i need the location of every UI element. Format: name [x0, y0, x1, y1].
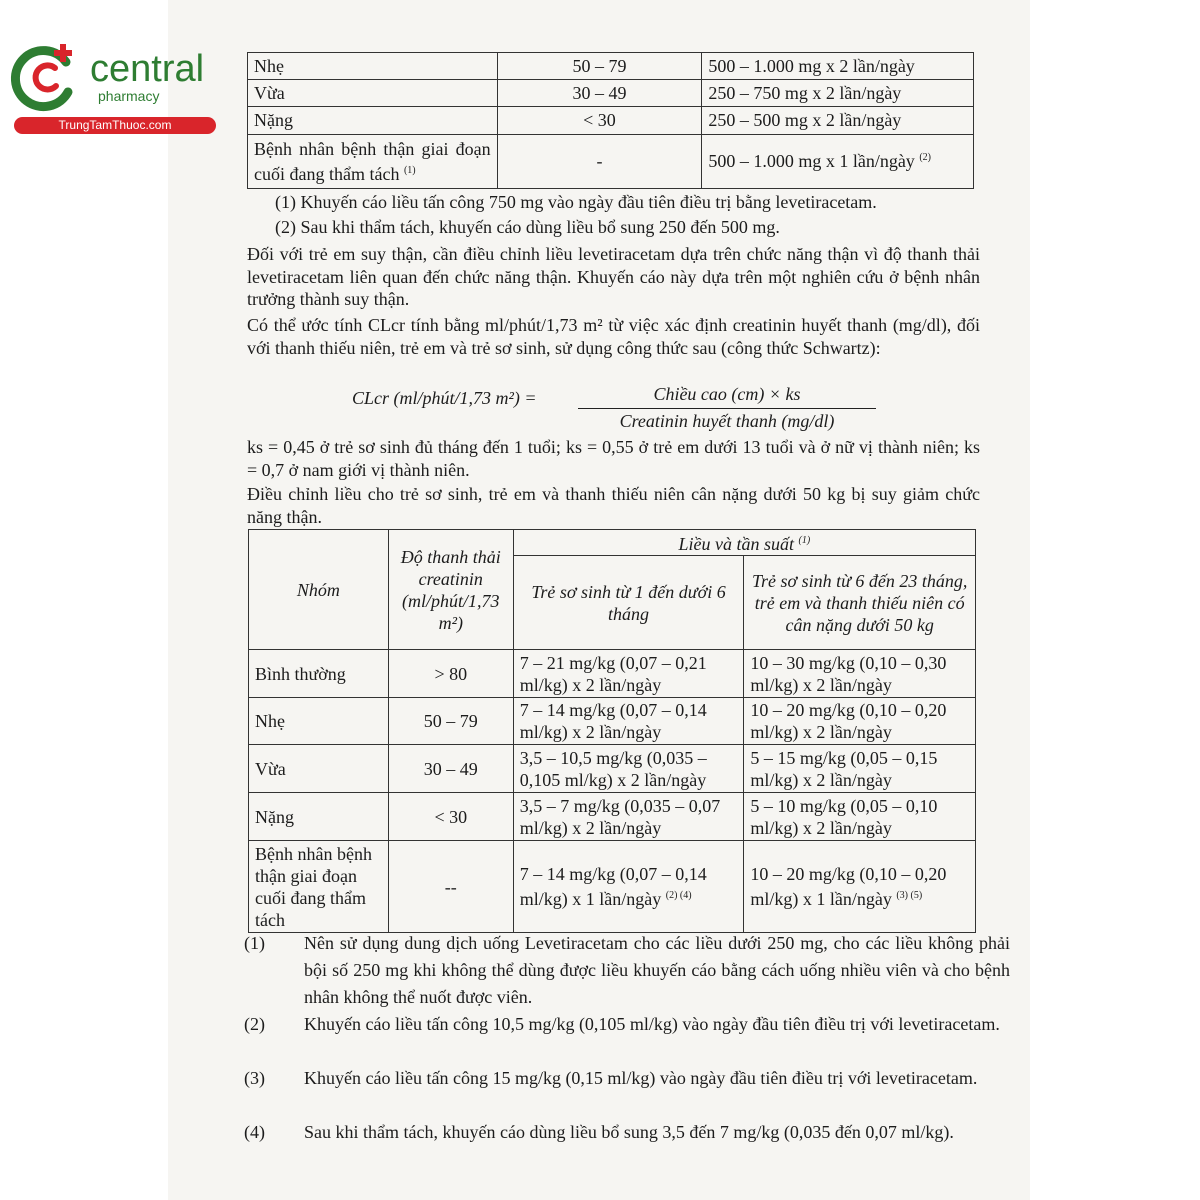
table-cell: 7 – 14 mg/kg (0,07 – 0,14 ml/kg) x 2 lần/ngày	[513, 698, 744, 745]
footnote-ref: (1)	[403, 165, 416, 176]
table-row	[249, 745, 976, 793]
header-group: Nhóm	[249, 530, 389, 650]
footnote: (1) Khuyến cáo liều tấn công 750 mg vào ngày đầu tiên điều trị bằng levetiracetam.	[275, 192, 877, 212]
logo-name: central	[90, 48, 205, 90]
table-cell: 50 – 79	[388, 698, 513, 745]
footnote-text: Nên sử dụng dung dịch uống Levetiracetam cho các liều dưới 250 mg, cho các liều không phải bội số 250 mg khi không thể dùng được liều khuyến cáo bằng cách uống nhiều viên và cho bệnh nhân không thể nuốt được viên.	[304, 933, 1010, 1007]
footnote-text: Khuyến cáo liều tấn công 10,5 mg/kg (0,105 ml/kg) vào ngày đầu tiên điều trị với levetiracetam.	[304, 1014, 1000, 1034]
paragraph: Đối với trẻ em suy thận, cần điều chỉnh liều levetiracetam dựa trên chức năng thận vì độ thanh thải levetiracetam liên quan đến chức năng thận. Khuyến cáo này dựa trên một nghiên cứu ở bệnh nhân trưởng thành suy thận.	[247, 244, 980, 309]
table-cell: 50 – 79	[497, 53, 702, 80]
table-row	[248, 107, 974, 135]
table-cell: < 30	[388, 793, 513, 841]
table-cell: Vừa	[249, 745, 389, 793]
table-row	[249, 698, 976, 745]
header-child: Trẻ sơ sinh từ 6 đến 23 tháng, trẻ em và thanh thiếu niên có cân nặng dưới 50 kg	[744, 556, 976, 650]
formula-lhs: CLcr (ml/phút/1,73 m²) =	[352, 388, 537, 408]
table-cell: 3,5 – 7 mg/kg (0,035 – 0,07 ml/kg) x 2 lần/ngày	[513, 793, 744, 841]
table-cell: Bình thường	[249, 650, 389, 698]
table-row	[248, 135, 974, 189]
footnote-number: (1)	[244, 933, 265, 953]
formula-fraction	[578, 384, 876, 435]
table-cell: 10 – 30 mg/kg (0,10 – 0,30 ml/kg) x 2 lần/ngày	[744, 650, 976, 698]
cell-text: Bệnh nhân bệnh thận giai đoạn cuối đang thẩm tách	[254, 139, 491, 184]
table-cell: Bệnh nhân bệnh thận giai đoạn cuối đang thẩm tách	[249, 841, 389, 933]
table-cell: Nhẹ	[248, 53, 498, 80]
footnote-number: (3)	[244, 1068, 265, 1088]
table-cell	[702, 135, 974, 189]
table-cell: 30 – 49	[388, 745, 513, 793]
formula-denominator: Creatinin huyết thanh (mg/dl)	[619, 411, 835, 431]
footnote	[244, 1065, 1010, 1092]
table-cell	[248, 135, 498, 189]
table-cell: 250 – 500 mg x 2 lần/ngày	[702, 107, 974, 135]
footnote-text: Khuyến cáo liều tấn công 15 mg/kg (0,15 ml/kg) vào ngày đầu tiên điều trị với levetiracetam.	[304, 1068, 978, 1088]
paragraph: ks = 0,45 ở trẻ sơ sinh đủ tháng đến 1 tuổi; ks = 0,55 ở trẻ em dưới 13 tuổi và ở nữ vị thành niên; ks = 0,7 ở nam giới vị thành niên.	[247, 437, 980, 480]
pediatric-dose-table	[248, 529, 976, 933]
cell-text: 7 – 14 mg/kg (0,07 – 0,14 ml/kg) x 1 lần/ngày	[519, 864, 707, 909]
table-row	[248, 53, 974, 80]
adult-dose-table	[247, 52, 974, 189]
footnote-number: (2)	[244, 1014, 265, 1034]
table-cell	[744, 841, 976, 933]
footnote-text: Sau khi thẩm tách, khuyến cáo dùng liều bổ sung 3,5 đến 7 mg/kg (0,035 đến 0,07 ml/kg).	[304, 1122, 954, 1142]
table-cell: Nhẹ	[249, 698, 389, 745]
footnote-ref: (2) (4)	[665, 890, 692, 901]
logo-website: TrungTamThuoc.com	[14, 117, 216, 134]
header-infant: Trẻ sơ sinh từ 1 đến dưới 6 tháng	[513, 556, 744, 650]
table-row	[249, 650, 976, 698]
footnote-ref: (1)	[798, 535, 811, 546]
table-cell: 500 – 1.000 mg x 2 lần/ngày	[702, 53, 974, 80]
header-dose-text: Liều và tần suất	[678, 534, 795, 554]
paragraph: Điều chỉnh liều cho trẻ sơ sinh, trẻ em và thanh thiếu niên cân nặng dưới 50 kg bị suy giảm chức năng thận.	[247, 484, 980, 527]
table-cell: Nặng	[248, 107, 498, 135]
footnote	[244, 1119, 1010, 1146]
table-cell: 10 – 20 mg/kg (0,10 – 0,20 ml/kg) x 2 lần/ngày	[744, 698, 976, 745]
footnote-number: (4)	[244, 1122, 265, 1142]
table-cell: < 30	[497, 107, 702, 135]
table-header-row	[249, 530, 976, 556]
table-cell: --	[388, 841, 513, 933]
logo-subtitle: pharmacy	[98, 88, 160, 104]
table-row	[249, 841, 976, 933]
central-pharmacy-logo	[8, 38, 218, 138]
header-dose	[513, 530, 975, 556]
paragraph: Có thể ước tính CLcr tính bằng ml/phút/1,73 m² từ việc xác định creatinin huyết thanh (mg/dl), đối với thanh thiếu niên, trẻ em và trẻ sơ sinh, sử dụng công thức sau (công thức Schwartz):	[247, 315, 980, 358]
table-cell: Nặng	[249, 793, 389, 841]
table-cell: 7 – 21 mg/kg (0,07 – 0,21 ml/kg) x 2 lần/ngày	[513, 650, 744, 698]
formula-numerator: Chiều cao (cm) × ks	[578, 384, 876, 409]
table-row	[248, 80, 974, 107]
footnote	[244, 930, 1010, 1011]
header-clearance: Độ thanh thải creatinin (ml/phút/1,73 m²)	[388, 530, 513, 650]
table-cell: -	[497, 135, 702, 189]
cell-text: 10 – 20 mg/kg (0,10 – 0,20 ml/kg) x 1 lần/ngày	[750, 864, 947, 909]
pharmacy-cross-icon	[8, 38, 88, 118]
table-row	[249, 793, 976, 841]
footnote-ref: (2)	[919, 152, 931, 163]
table-cell: 250 – 750 mg x 2 lần/ngày	[702, 80, 974, 107]
footnote-ref: (3) (5)	[896, 890, 923, 901]
table-cell: Vừa	[248, 80, 498, 107]
table-cell	[513, 841, 744, 933]
table-cell: 5 – 10 mg/kg (0,05 – 0,10 ml/kg) x 2 lần/ngày	[744, 793, 976, 841]
table-cell: 30 – 49	[497, 80, 702, 107]
table-cell: 3,5 – 10,5 mg/kg (0,035 – 0,105 ml/kg) x 2 lần/ngày	[513, 745, 744, 793]
footnote: (2) Sau khi thẩm tách, khuyến cáo dùng liều bổ sung 250 đến 500 mg.	[275, 217, 780, 237]
footnote	[244, 1011, 1010, 1038]
cell-text: 500 – 1.000 mg x 1 lần/ngày	[708, 151, 915, 171]
table-cell: > 80	[388, 650, 513, 698]
table-cell: 5 – 15 mg/kg (0,05 – 0,15 ml/kg) x 2 lần/ngày	[744, 745, 976, 793]
